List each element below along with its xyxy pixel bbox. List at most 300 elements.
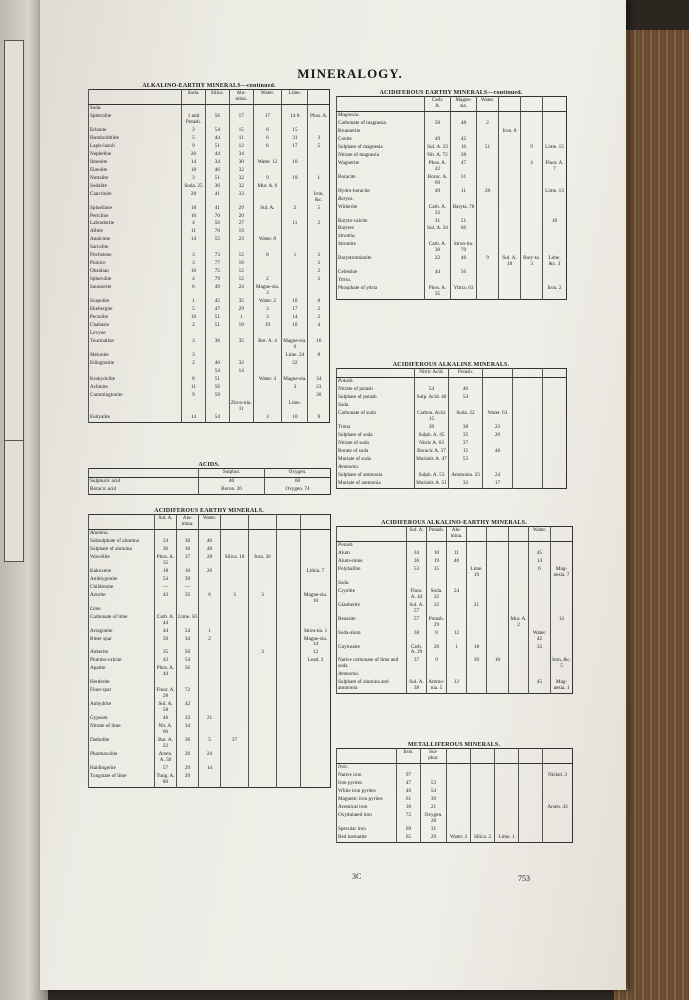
value-cell: Borac. A. 69	[425, 174, 451, 188]
mineral-name-cell: Nepheline	[89, 151, 182, 159]
value-cell	[499, 233, 521, 241]
value-cell: 32	[229, 175, 253, 183]
left-page-table-edge	[4, 40, 24, 442]
value-cell	[551, 558, 573, 566]
value-cell	[499, 277, 521, 285]
value-cell	[447, 780, 471, 788]
value-cell: 18	[229, 322, 253, 330]
value-cell: 34	[229, 151, 253, 159]
value-cell	[495, 804, 519, 812]
value-cell: 11	[451, 188, 477, 196]
value-cell: 34	[177, 636, 199, 650]
table-row	[337, 780, 573, 788]
value-cell	[447, 788, 471, 796]
table-row	[337, 566, 573, 580]
value-cell: Phos. A. 35	[155, 554, 177, 568]
value-cell	[308, 183, 330, 191]
value-cell: 2	[182, 360, 206, 368]
table-row	[337, 558, 573, 566]
value-cell	[471, 788, 495, 796]
value-cell	[447, 671, 467, 679]
value-cell: 39	[415, 424, 449, 432]
value-cell	[282, 213, 308, 221]
value-cell	[308, 213, 330, 221]
mineral-name-cell: Saussurite	[89, 284, 182, 298]
value-cell: Lime. 19	[467, 566, 487, 580]
value-cell	[421, 763, 447, 771]
mineral-name-cell: Alum	[337, 550, 407, 558]
table-row	[89, 715, 331, 723]
value-cell: Oxygen. 28	[421, 812, 447, 826]
value-cell	[519, 763, 543, 771]
mineral-name-cell: Gaylussite	[337, 644, 407, 658]
value-cell: Potash. 29	[427, 616, 447, 630]
value-cell	[425, 196, 451, 204]
value-cell	[529, 616, 551, 630]
column-header: Iron.	[397, 749, 421, 764]
value-cell: 6	[529, 566, 551, 580]
value-cell	[301, 687, 331, 701]
value-cell	[447, 804, 471, 812]
value-cell: 10	[427, 550, 447, 558]
mineral-name-cell: Ammonia.	[337, 464, 415, 472]
mineral-name-cell: Kakoxene	[89, 568, 155, 576]
mineral-name-cell: White iron pyrites	[337, 788, 397, 796]
value-cell	[282, 276, 308, 284]
value-cell: 23	[483, 424, 513, 432]
value-cell: 10	[182, 213, 206, 221]
value-cell	[301, 576, 331, 584]
value-cell	[229, 384, 253, 392]
table-header-row	[337, 749, 573, 764]
table-row	[89, 546, 331, 554]
value-cell	[451, 111, 477, 119]
value-cell: 1 and Potash.	[182, 113, 206, 127]
value-cell: 18	[155, 568, 177, 576]
value-cell: 44	[425, 269, 451, 277]
value-cell	[551, 602, 573, 616]
value-cell	[277, 751, 301, 765]
value-cell	[543, 464, 567, 472]
value-cell	[177, 679, 199, 687]
value-cell	[277, 715, 301, 723]
value-cell	[427, 541, 447, 549]
value-cell: 1	[282, 252, 308, 260]
table-row	[337, 255, 567, 269]
mineral-name-cell: Amblygonite	[89, 576, 155, 584]
table-row	[337, 480, 567, 488]
table-caption: METALLIFEROUS MINERALS.	[407, 742, 501, 748]
table-row	[337, 136, 567, 144]
table-row	[89, 392, 330, 400]
value-cell	[521, 136, 543, 144]
value-cell	[425, 128, 451, 136]
mineral-name-cell: Sulphate of soda	[337, 432, 415, 440]
value-cell: Carb. A. 29	[407, 644, 427, 658]
value-cell	[308, 151, 330, 159]
value-cell	[282, 183, 308, 191]
table-caption: ACIDIFEROUS EARTHY MINERALS.	[154, 508, 264, 514]
value-cell: 20	[182, 151, 206, 159]
value-cell	[205, 400, 229, 414]
value-cell	[499, 225, 521, 233]
value-cell	[229, 244, 253, 252]
value-cell: Bor. A. 22	[155, 737, 177, 751]
value-cell	[447, 796, 471, 804]
value-cell: Lime. 56	[177, 614, 199, 628]
value-cell	[308, 228, 330, 236]
value-cell	[477, 204, 499, 218]
value-cell	[221, 723, 249, 737]
value-cell: 12	[229, 143, 253, 151]
table-row	[89, 765, 331, 773]
value-cell	[513, 456, 543, 464]
value-cell: 3	[182, 352, 206, 360]
value-cell: 16	[177, 546, 199, 554]
value-cell: 1	[199, 628, 221, 636]
value-cell	[513, 440, 543, 448]
value-cell	[199, 649, 221, 657]
value-cell	[471, 796, 495, 804]
value-cell	[471, 780, 495, 788]
value-cell	[543, 480, 567, 488]
value-cell	[282, 268, 308, 276]
value-cell	[249, 538, 277, 546]
value-cell: Lead. 3	[301, 657, 331, 665]
value-cell: 10	[182, 268, 206, 276]
value-cell	[427, 580, 447, 588]
value-cell: 14	[182, 414, 206, 422]
value-cell	[521, 120, 543, 128]
value-cell: 24	[447, 588, 467, 602]
value-cell	[308, 244, 330, 252]
mineral-name-cell: Muriate of soda	[337, 456, 415, 464]
value-cell	[521, 188, 543, 196]
value-cell: 9	[253, 175, 282, 183]
column-header: Water.	[199, 515, 221, 530]
value-cell	[221, 765, 249, 773]
table-header-row	[337, 527, 573, 542]
value-cell	[427, 671, 447, 679]
value-cell	[467, 541, 487, 549]
value-cell	[221, 584, 249, 592]
table-row	[337, 541, 573, 549]
value-cell: Yttria. 63	[451, 285, 477, 299]
value-cell	[487, 602, 509, 616]
value-cell: 17	[229, 113, 253, 127]
mineral-name-cell: Eudyalite	[89, 414, 182, 422]
table-row	[337, 204, 567, 218]
mineral-name-cell: Lapis-lazuli	[89, 143, 182, 151]
table-row	[89, 751, 331, 765]
value-cell	[499, 188, 521, 196]
value-cell: 10	[487, 657, 509, 671]
table-row	[89, 306, 330, 314]
value-cell: Arsen. A. 50	[155, 751, 177, 765]
table-header-row	[337, 369, 567, 378]
value-cell: Mag-nesia. 1	[551, 679, 573, 693]
value-cell: Magne-sia. 6	[283, 338, 307, 350]
mineral-name-cell: Spinellane	[89, 205, 182, 213]
table-row	[89, 400, 330, 414]
table-row	[337, 196, 567, 204]
value-cell	[529, 588, 551, 602]
mineral-name-cell: Phosphate of yttria	[337, 285, 425, 299]
table-row	[337, 144, 567, 152]
table-row	[337, 812, 573, 826]
value-cell	[221, 751, 249, 765]
value-cell: 10	[182, 314, 206, 322]
value-cell: Magne-sia. 10	[301, 592, 331, 606]
value-cell: Sul. A. 38	[407, 679, 427, 693]
value-cell	[249, 701, 277, 715]
value-cell	[249, 529, 277, 537]
value-cell: 10	[282, 159, 308, 167]
mineral-table	[88, 468, 331, 495]
mineral-name-cell: Pericline	[89, 213, 182, 221]
value-cell	[519, 788, 543, 796]
value-cell: 51	[205, 175, 229, 183]
table-row	[337, 218, 567, 226]
value-cell: 3	[253, 306, 282, 314]
value-cell	[308, 236, 330, 244]
value-cell	[308, 400, 330, 414]
mineral-name-cell: Elæolite	[89, 167, 182, 175]
value-cell	[253, 228, 282, 236]
mineral-name-cell: Barystrontianite	[337, 255, 425, 269]
value-cell: Phos. A. 35	[425, 285, 451, 299]
value-cell: 4	[182, 220, 206, 228]
column-header: Soda.	[182, 90, 206, 105]
value-cell	[221, 538, 249, 546]
value-cell: 21	[421, 804, 447, 812]
value-cell	[543, 763, 573, 771]
value-cell: 6	[253, 143, 282, 151]
value-cell	[543, 440, 567, 448]
value-cell: Phos. A. 44	[155, 665, 177, 679]
value-cell	[499, 120, 521, 128]
value-cell	[277, 554, 301, 568]
value-cell: 19	[229, 228, 253, 236]
value-cell: 49	[425, 136, 451, 144]
mineral-name-cell: Fluor spar	[89, 687, 155, 701]
table-row	[89, 205, 330, 213]
value-cell: 42	[451, 136, 477, 144]
value-cell: Tung. A. 80	[155, 773, 177, 787]
mineral-name-cell: Red hæmatite	[337, 834, 397, 842]
value-cell	[487, 616, 509, 630]
value-cell: 31	[451, 174, 477, 188]
value-cell	[277, 546, 301, 554]
value-cell: Boracic A. 37	[415, 448, 449, 456]
value-cell	[308, 127, 330, 135]
value-cell: 30	[229, 159, 253, 167]
value-cell	[277, 592, 301, 606]
mineral-name-cell: Magnesia.	[337, 111, 425, 119]
value-cell: Nit. A. 66	[155, 723, 177, 737]
value-cell	[249, 606, 277, 614]
value-cell	[451, 277, 477, 285]
value-cell: 1	[229, 314, 253, 322]
mineral-name-cell: Tourmaline	[89, 338, 182, 352]
value-cell	[551, 671, 573, 679]
mineral-name-cell: Native carbonate of lime and soda	[337, 657, 407, 671]
mineral-name-cell: Polyhallite	[337, 566, 407, 580]
table-row	[89, 687, 331, 701]
value-cell	[513, 377, 543, 385]
value-cell: 15	[449, 448, 483, 456]
value-cell: 15	[427, 566, 447, 580]
value-cell	[253, 360, 282, 368]
value-cell	[495, 763, 519, 771]
value-cell	[519, 812, 543, 826]
table-block-metalliferous	[336, 742, 572, 843]
mineral-name-cell: Analcime	[89, 236, 182, 244]
value-cell	[199, 723, 221, 737]
table-row	[89, 614, 331, 628]
table-block-acids	[88, 462, 330, 495]
table-row	[89, 649, 331, 657]
table-row	[89, 284, 330, 298]
value-cell	[543, 174, 567, 188]
value-cell: Phos. A. 42	[425, 160, 451, 174]
value-cell: Fluor. A. 7	[543, 160, 567, 174]
mineral-name-cell: Carbonate of lime	[89, 614, 155, 628]
value-cell	[253, 352, 282, 360]
mineral-name-cell: Alumina.	[89, 529, 155, 537]
value-cell: 3	[253, 314, 282, 322]
value-cell	[499, 144, 521, 152]
value-cell: 47	[451, 160, 477, 174]
value-cell	[308, 368, 330, 376]
value-cell: 1	[447, 644, 467, 658]
value-cell	[277, 737, 301, 751]
column-header	[249, 515, 277, 530]
value-cell	[471, 826, 495, 834]
mineral-name-cell: Pectolite	[89, 314, 182, 322]
value-cell: 43	[155, 657, 177, 665]
value-cell	[253, 392, 282, 400]
mineral-name-cell	[89, 400, 182, 414]
table-row	[337, 432, 567, 440]
value-cell: 5	[182, 306, 206, 314]
value-cell: Iron, &c. 5	[552, 657, 571, 670]
value-cell	[421, 772, 447, 780]
mineral-name-cell: Baryta.	[337, 196, 425, 204]
value-cell	[477, 225, 499, 233]
value-cell: 3	[182, 127, 206, 135]
value-cell: Bary-ta. 3	[521, 255, 543, 269]
value-cell: Water. 63	[483, 410, 513, 424]
value-cell	[543, 402, 567, 410]
value-cell: 56	[177, 665, 199, 679]
value-cell	[407, 541, 427, 549]
table-row	[337, 424, 567, 432]
value-cell: 3	[182, 338, 206, 352]
value-cell: 36	[205, 338, 229, 352]
value-cell	[499, 218, 521, 226]
value-cell: 45	[205, 298, 229, 306]
value-cell: 37	[407, 657, 427, 671]
value-cell: 9	[521, 144, 543, 152]
value-cell	[477, 277, 499, 285]
value-cell	[447, 812, 471, 826]
mineral-name-cell: Brunnerite	[337, 128, 425, 136]
value-cell: 54	[155, 576, 177, 584]
value-cell: 79	[205, 276, 229, 284]
mineral-name-cell: Arragonite	[89, 628, 155, 636]
column-header	[513, 369, 543, 378]
value-cell	[277, 606, 301, 614]
value-cell	[205, 352, 229, 360]
value-cell: 65	[397, 834, 421, 842]
table-row	[89, 183, 330, 191]
table-row	[337, 788, 573, 796]
page-number: 753	[518, 874, 530, 883]
table-row	[89, 477, 331, 485]
value-cell: 35	[177, 592, 199, 606]
value-cell	[509, 550, 529, 558]
value-cell	[509, 558, 529, 566]
table-row	[89, 151, 330, 159]
value-cell: 46	[449, 386, 483, 394]
value-cell: 36	[177, 737, 199, 751]
value-cell	[282, 368, 308, 376]
value-cell	[282, 284, 308, 298]
table-row	[89, 486, 331, 494]
value-cell: Lime. 15	[543, 144, 567, 152]
value-cell: 4	[182, 276, 206, 284]
value-cell	[199, 687, 221, 701]
value-cell: 5	[308, 143, 330, 151]
value-cell: 18	[543, 218, 567, 226]
value-cell	[447, 616, 467, 630]
value-cell: 34	[177, 723, 199, 737]
value-cell: Sul. A.	[253, 205, 282, 213]
value-cell: 1	[308, 175, 330, 183]
value-cell	[253, 220, 282, 228]
value-cell: 69	[397, 826, 421, 834]
value-cell: 45	[529, 679, 551, 693]
value-cell: 3	[182, 260, 206, 268]
value-cell	[253, 213, 282, 221]
value-cell	[447, 566, 467, 580]
value-cell	[543, 472, 567, 480]
value-cell	[277, 657, 301, 665]
mineral-name-cell: Potash.	[337, 541, 407, 549]
value-cell: 2	[199, 636, 221, 650]
value-cell: 26	[199, 568, 221, 576]
mineral-name-cell: Strontite	[337, 241, 425, 255]
value-cell	[221, 773, 249, 787]
value-cell: 12	[551, 616, 573, 630]
mineral-name-cell: Wavellite	[89, 554, 155, 568]
value-cell: 44	[155, 628, 177, 636]
value-cell	[513, 424, 543, 432]
value-cell	[449, 377, 483, 385]
value-cell: 3	[182, 175, 206, 183]
value-cell: Lime. 13	[543, 188, 567, 196]
value-cell: Water. 42	[529, 630, 551, 644]
value-cell	[499, 111, 521, 119]
table-row	[337, 277, 567, 285]
value-cell	[221, 649, 249, 657]
mineral-name-cell: Sulphate of ammonia	[337, 472, 415, 480]
table-row	[89, 167, 330, 175]
mineral-name-cell: Spherolite	[89, 113, 182, 127]
value-cell	[477, 233, 499, 241]
column-header: Sul. A.	[155, 515, 177, 530]
